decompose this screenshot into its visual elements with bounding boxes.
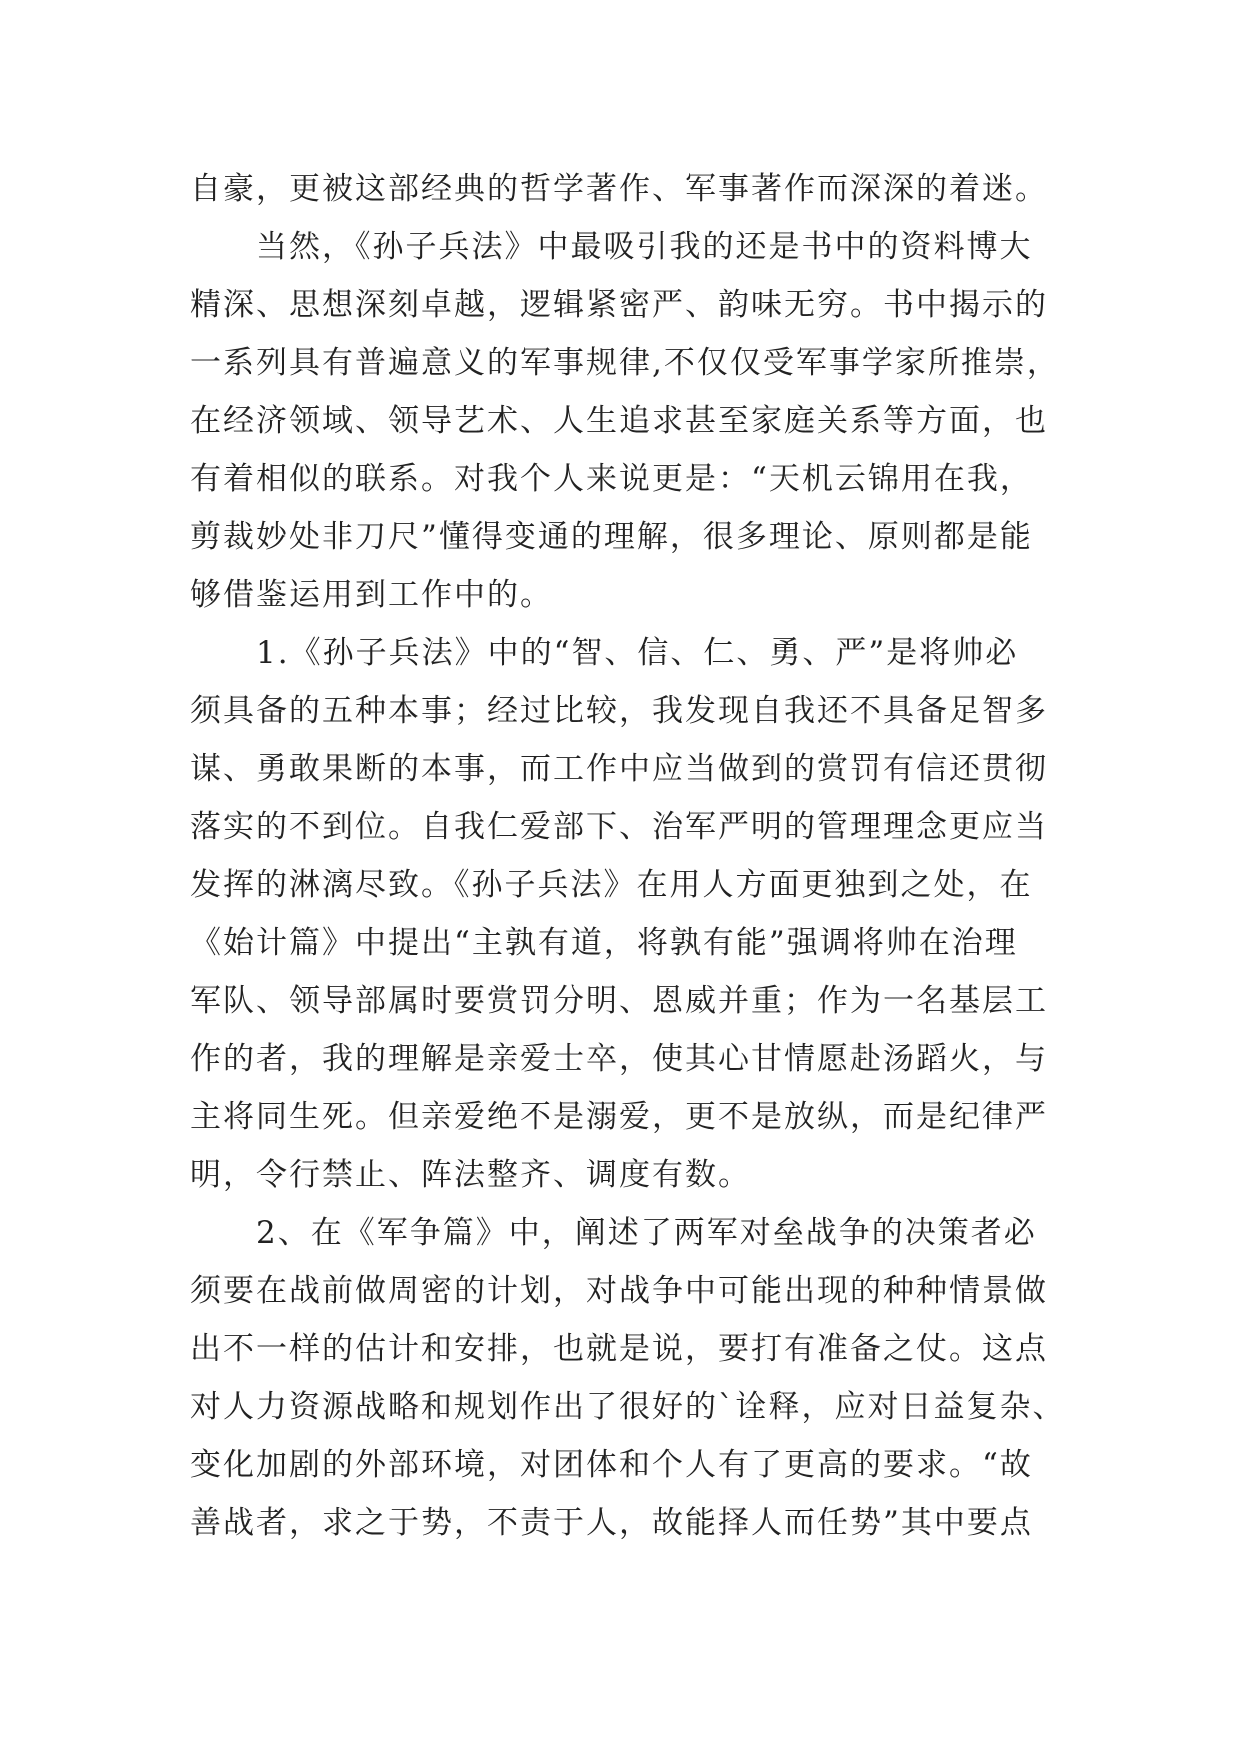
text-line: 出不一样的估计和安排，也就是说，要打有准备之仗。这点 bbox=[190, 1331, 1048, 1367]
body-text bbox=[190, 160, 1066, 1552]
text-line: 《始计篇》中提出“主孰有道，将孰有能”强调将帅在治理 bbox=[190, 925, 1018, 961]
text-line: 须具备的五种本事；经过比较，我发现自我还不具备足智多 bbox=[190, 693, 1048, 729]
text-line: 善战者，求之于势，不责于人，故能择人而任势”其中要点 bbox=[190, 1505, 1033, 1541]
text-line: 须要在战前做周密的计划，对战争中可能出现的种种情景做 bbox=[190, 1273, 1048, 1309]
text-line: 有着相似的联系。对我个人来说更是：“天机云锦用在我， bbox=[190, 461, 1033, 497]
text-line: 精深、思想深刻卓越，逻辑紧密严、韵味无穷。书中揭示的 bbox=[190, 287, 1048, 323]
text-line: 主将同生死。但亲爱绝不是溺爱，更不是放纵，而是纪律严 bbox=[190, 1099, 1048, 1135]
text-line: 谋、勇敢果断的本事，而工作中应当做到的赏罚有信还贯彻 bbox=[190, 751, 1048, 787]
text-line: 剪裁妙处非刀尺”懂得变通的理解，很多理论、原则都是能 bbox=[190, 519, 1033, 555]
text-line: 明，令行禁止、阵法整齐、调度有数。 bbox=[190, 1157, 751, 1193]
text-line: 2、在《军争篇》中，阐述了两军对垒战争的决策者必 bbox=[190, 1215, 1037, 1251]
text-line: 够借鉴运用到工作中的。 bbox=[190, 577, 553, 613]
text-line: 一系列具有普遍意义的军事规律,不仅仅受军事学家所推崇， bbox=[190, 345, 1060, 381]
text-line: 当然，《孙子兵法》中最吸引我的还是书中的资料博大 bbox=[190, 229, 1033, 265]
text-line: 军队、领导部属时要赏罚分明、恩威并重；作为一名基层工 bbox=[190, 983, 1048, 1019]
text-line: 发挥的淋漓尽致。《孙子兵法》在用人方面更独到之处，在 bbox=[190, 867, 1033, 903]
text-line: 落实的不到位。自我仁爱部下、治军严明的管理理念更应当 bbox=[190, 809, 1048, 845]
text-line: 作的者，我的理解是亲爱士卒，使其心甘情愿赴汤蹈火，与 bbox=[190, 1041, 1048, 1077]
text-line: 变化加剧的外部环境，对团体和个人有了更高的要求。“故 bbox=[190, 1447, 1033, 1483]
text-line: 在经济领域、领导艺术、人生追求甚至家庭关系等方面，也 bbox=[190, 403, 1048, 439]
text-line: 自豪，更被这部经典的哲学著作、军事著作而深深的着迷。 bbox=[190, 171, 1048, 207]
text-line: 对人力资源战略和规划作出了很好的`诠释，应对日益复杂、 bbox=[190, 1389, 1066, 1425]
text-line: 1.《孙子兵法》中的“智、信、仁、勇、严”是将帅必 bbox=[190, 635, 1019, 671]
